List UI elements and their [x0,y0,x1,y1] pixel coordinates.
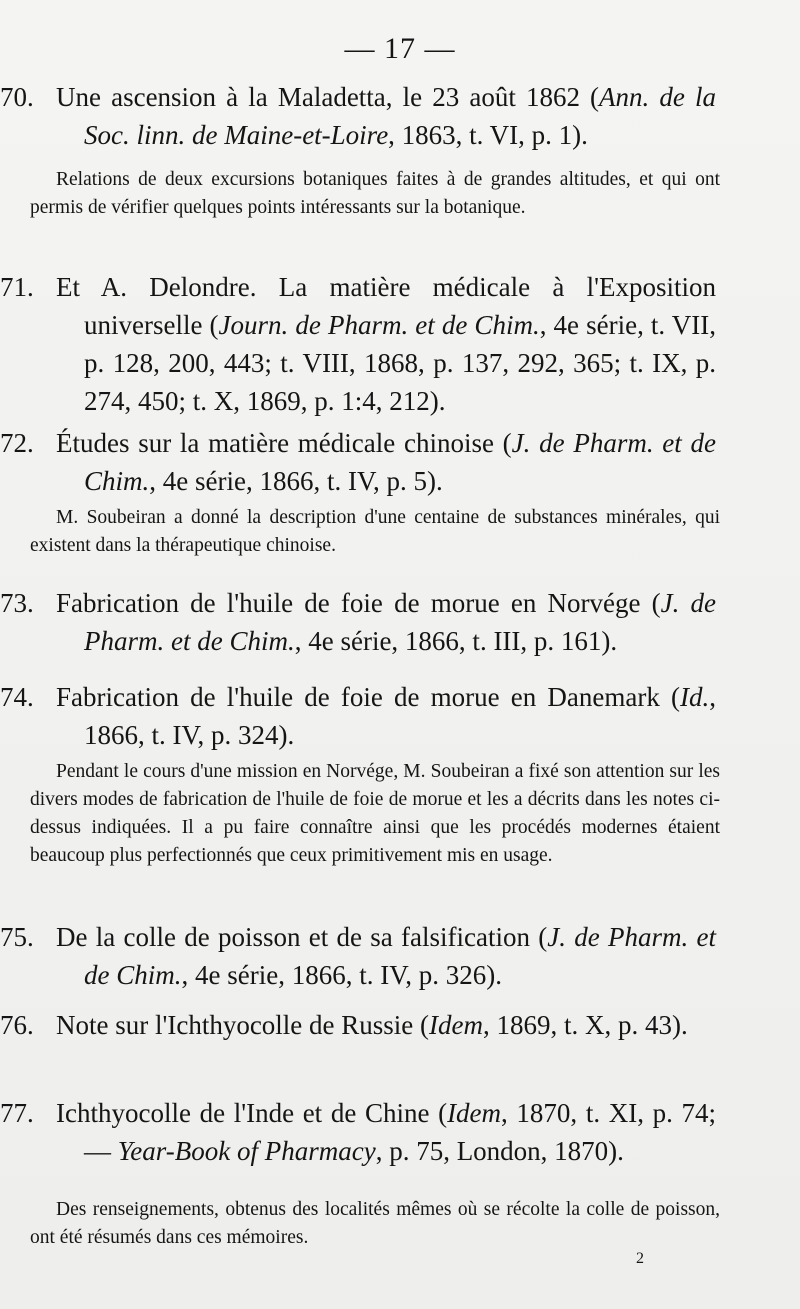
entry-number: 73. [0,588,34,618]
signature-mark: 2 [636,1250,644,1267]
entry-number: 71. [0,272,34,302]
note-70: Relations de deux excursions botaniques faites à de grandes altitudes, et qui ont permis de vérifier quelques points intéressants sur la botanique. [30,169,720,218]
entry-73: 73. Fabrication de l'huile de foie de morue en Norvége (J. de Pharm. et de Chim., 4e série, 1866, t. III, p. 161). [56,584,716,660]
note-74: Pendant le cours d'une mission en Norvége, M. Soubeiran a fixé son attention sur les divers modes de fabrication de l'huile de foie de morue et les a décrits dans les notes ci-dessus indiquées. Il a pu faire connaître ainsi que les procédés modernes étaient beaucoup plus perfectionnés que ceux primitivement mis en usage. [30,761,720,866]
entry-71: 71. Et A. Delondre. La matière médicale à l'Exposition universelle (Journ. de Pharm. et de Chim., 4e série, t. VII, p. 128, 200, 443; t. VIII, 1868, p. 137, 292, 365; t. IX, p. 274, 450; t. X, 1869, p. 1:4, 212). [56,268,716,420]
entry-76: 76. Note sur l'Ichthyocolle de Russie (Idem, 1869, t. X, p. 43). [56,1006,716,1044]
note-72: M. Soubeiran a donné la description d'une centaine de substances minérales, qui existent dans la thérapeutique chinoise. [30,507,720,556]
entry-number: 76. [0,1010,34,1040]
entry-number: 75. [0,922,34,952]
entry-74: 74. Fabrication de l'huile de foie de morue en Danemark (Id., 1866, t. IV, p. 324). [56,678,716,754]
entry-number: 70. [0,82,34,112]
entry-75: 75. De la colle de poisson et de sa falsification (J. de Pharm. et de Chim., 4e série, 1866, t. IV, p. 326). [56,918,716,994]
entry-number: 72. [0,428,34,458]
page-number: — 17 — [344,32,456,65]
entry-70: 70. Une ascension à la Maladetta, le 23 août 1862 (Ann. de la Soc. linn. de Maine-et-Loire, 1863, t. VI, p. 1). [56,78,716,154]
entry-number: 77. [0,1098,34,1128]
entry-number: 74. [0,682,34,712]
note-77: Des renseignements, obtenus des localités mêmes où se récolte la colle de poisson, ont été résumés dans ces mémoires. [30,1199,720,1248]
entry-72: 72. Études sur la matière médicale chinoise (J. de Pharm. et de Chim., 4e série, 1866, t. IV, p. 5). [56,424,716,500]
entry-77: 77. Ichthyocolle de l'Inde et de Chine (Idem, 1870, t. XI, p. 74; — Year-Book of Pharmacy, p. 75, London, 1870). [56,1094,716,1170]
